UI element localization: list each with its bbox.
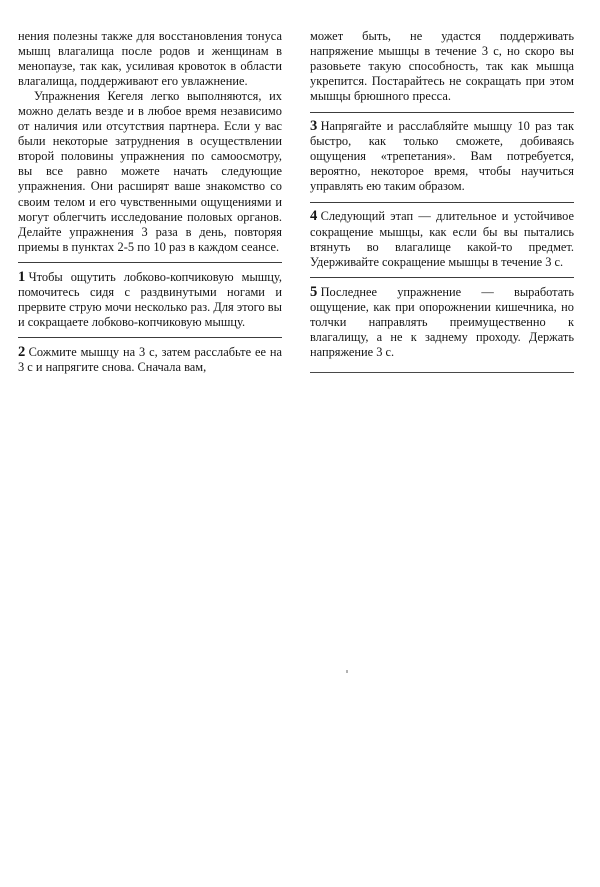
section-divider-rule: [310, 277, 574, 278]
paragraph-continuation: нения полезны также для восстановления тонуса мышц влагалища после родов и женщинам в менопаузе, так как, усиливая кровоток в области влагалища, поддерживают его увлажнение.: [18, 29, 282, 89]
exercise-text: Следующий этап — длительное и устойчивое сокращение мышцы, как если бы вы пытались втянуть во влагалище какой-то предмет. Удерживайте сокращение мышцы в течение 3 с.: [310, 209, 574, 269]
exercise-text: Последнее упражнение — выработать ощущение, как при опорожнении кишечника, но толчки направлять преимущественно к влагалищу, а не к заднему проходу. Держать напряжение 3 с.: [310, 284, 574, 359]
exercise-item-4: [310, 209, 574, 269]
section-closing-rule: [310, 372, 574, 373]
paragraph-kegel-intro: Упражнения Кегеля легко выполняются, их можно делать везде и в любое время независимо от наличия или отсутствия партнера. Если у вас были некоторые затруднения в осуществлении второй половины упражнения по самоосмотру, вы все равно можете начать следующие упражнения. Они расширят ваше знакомство со своим телом и его чувственными ощущениями и могут облегчить исследование половых органов. Делайте упражнения 3 раза в день, повторяя приемы в пунктах 2-5 по 10 раз в каждом сеансе.: [18, 89, 282, 254]
exercise-text: Сожмите мышцу на 3 с, затем расслабьте ее на 3 с и напрягите снова. Сначала вам,: [18, 344, 282, 374]
exercise-number: 2: [18, 343, 26, 360]
two-column-layout: [18, 29, 582, 379]
exercise-number: 1: [18, 268, 26, 285]
right-column: [310, 29, 574, 379]
exercise-number: 3: [310, 118, 318, 135]
section-divider-rule: [310, 112, 574, 113]
exercise-item-5: [310, 285, 574, 360]
section-divider-rule: [18, 262, 282, 263]
exercise-text: Напрягайте и расслабляйте мышцу 10 раз так быстро, как только сможете, добиваясь ощущения «трепетания». Вам потребуется, вероятно, некоторое время, чтобы научиться управлять ею таким образом.: [310, 119, 574, 194]
exercise-number: 5: [310, 283, 318, 300]
section-divider-rule: [310, 202, 574, 203]
scan-artifact-speck: [346, 670, 348, 673]
exercise-text: Чтобы ощутить лобково-копчиковую мышцу, помочитесь сидя с раздвинутыми ногами и прервите струю мочи несколько раз. Для этого вы и сокращаете лобково-копчиковую мышцу.: [18, 269, 282, 329]
exercise-item-1: [18, 270, 282, 330]
exercise-number: 4: [310, 208, 318, 225]
section-divider-rule: [18, 337, 282, 338]
exercise-item-2: [18, 345, 282, 375]
left-column: [18, 29, 282, 375]
paragraph-continuation: может быть, не удастся поддерживать напряжение мышцы в течение 3 с, но скоро вы разовьете такую способность, так как мышца укрепится. Постарайтесь не сокращать при этом мышцы брюшного пресса.: [310, 29, 574, 104]
exercise-item-3: [310, 119, 574, 194]
